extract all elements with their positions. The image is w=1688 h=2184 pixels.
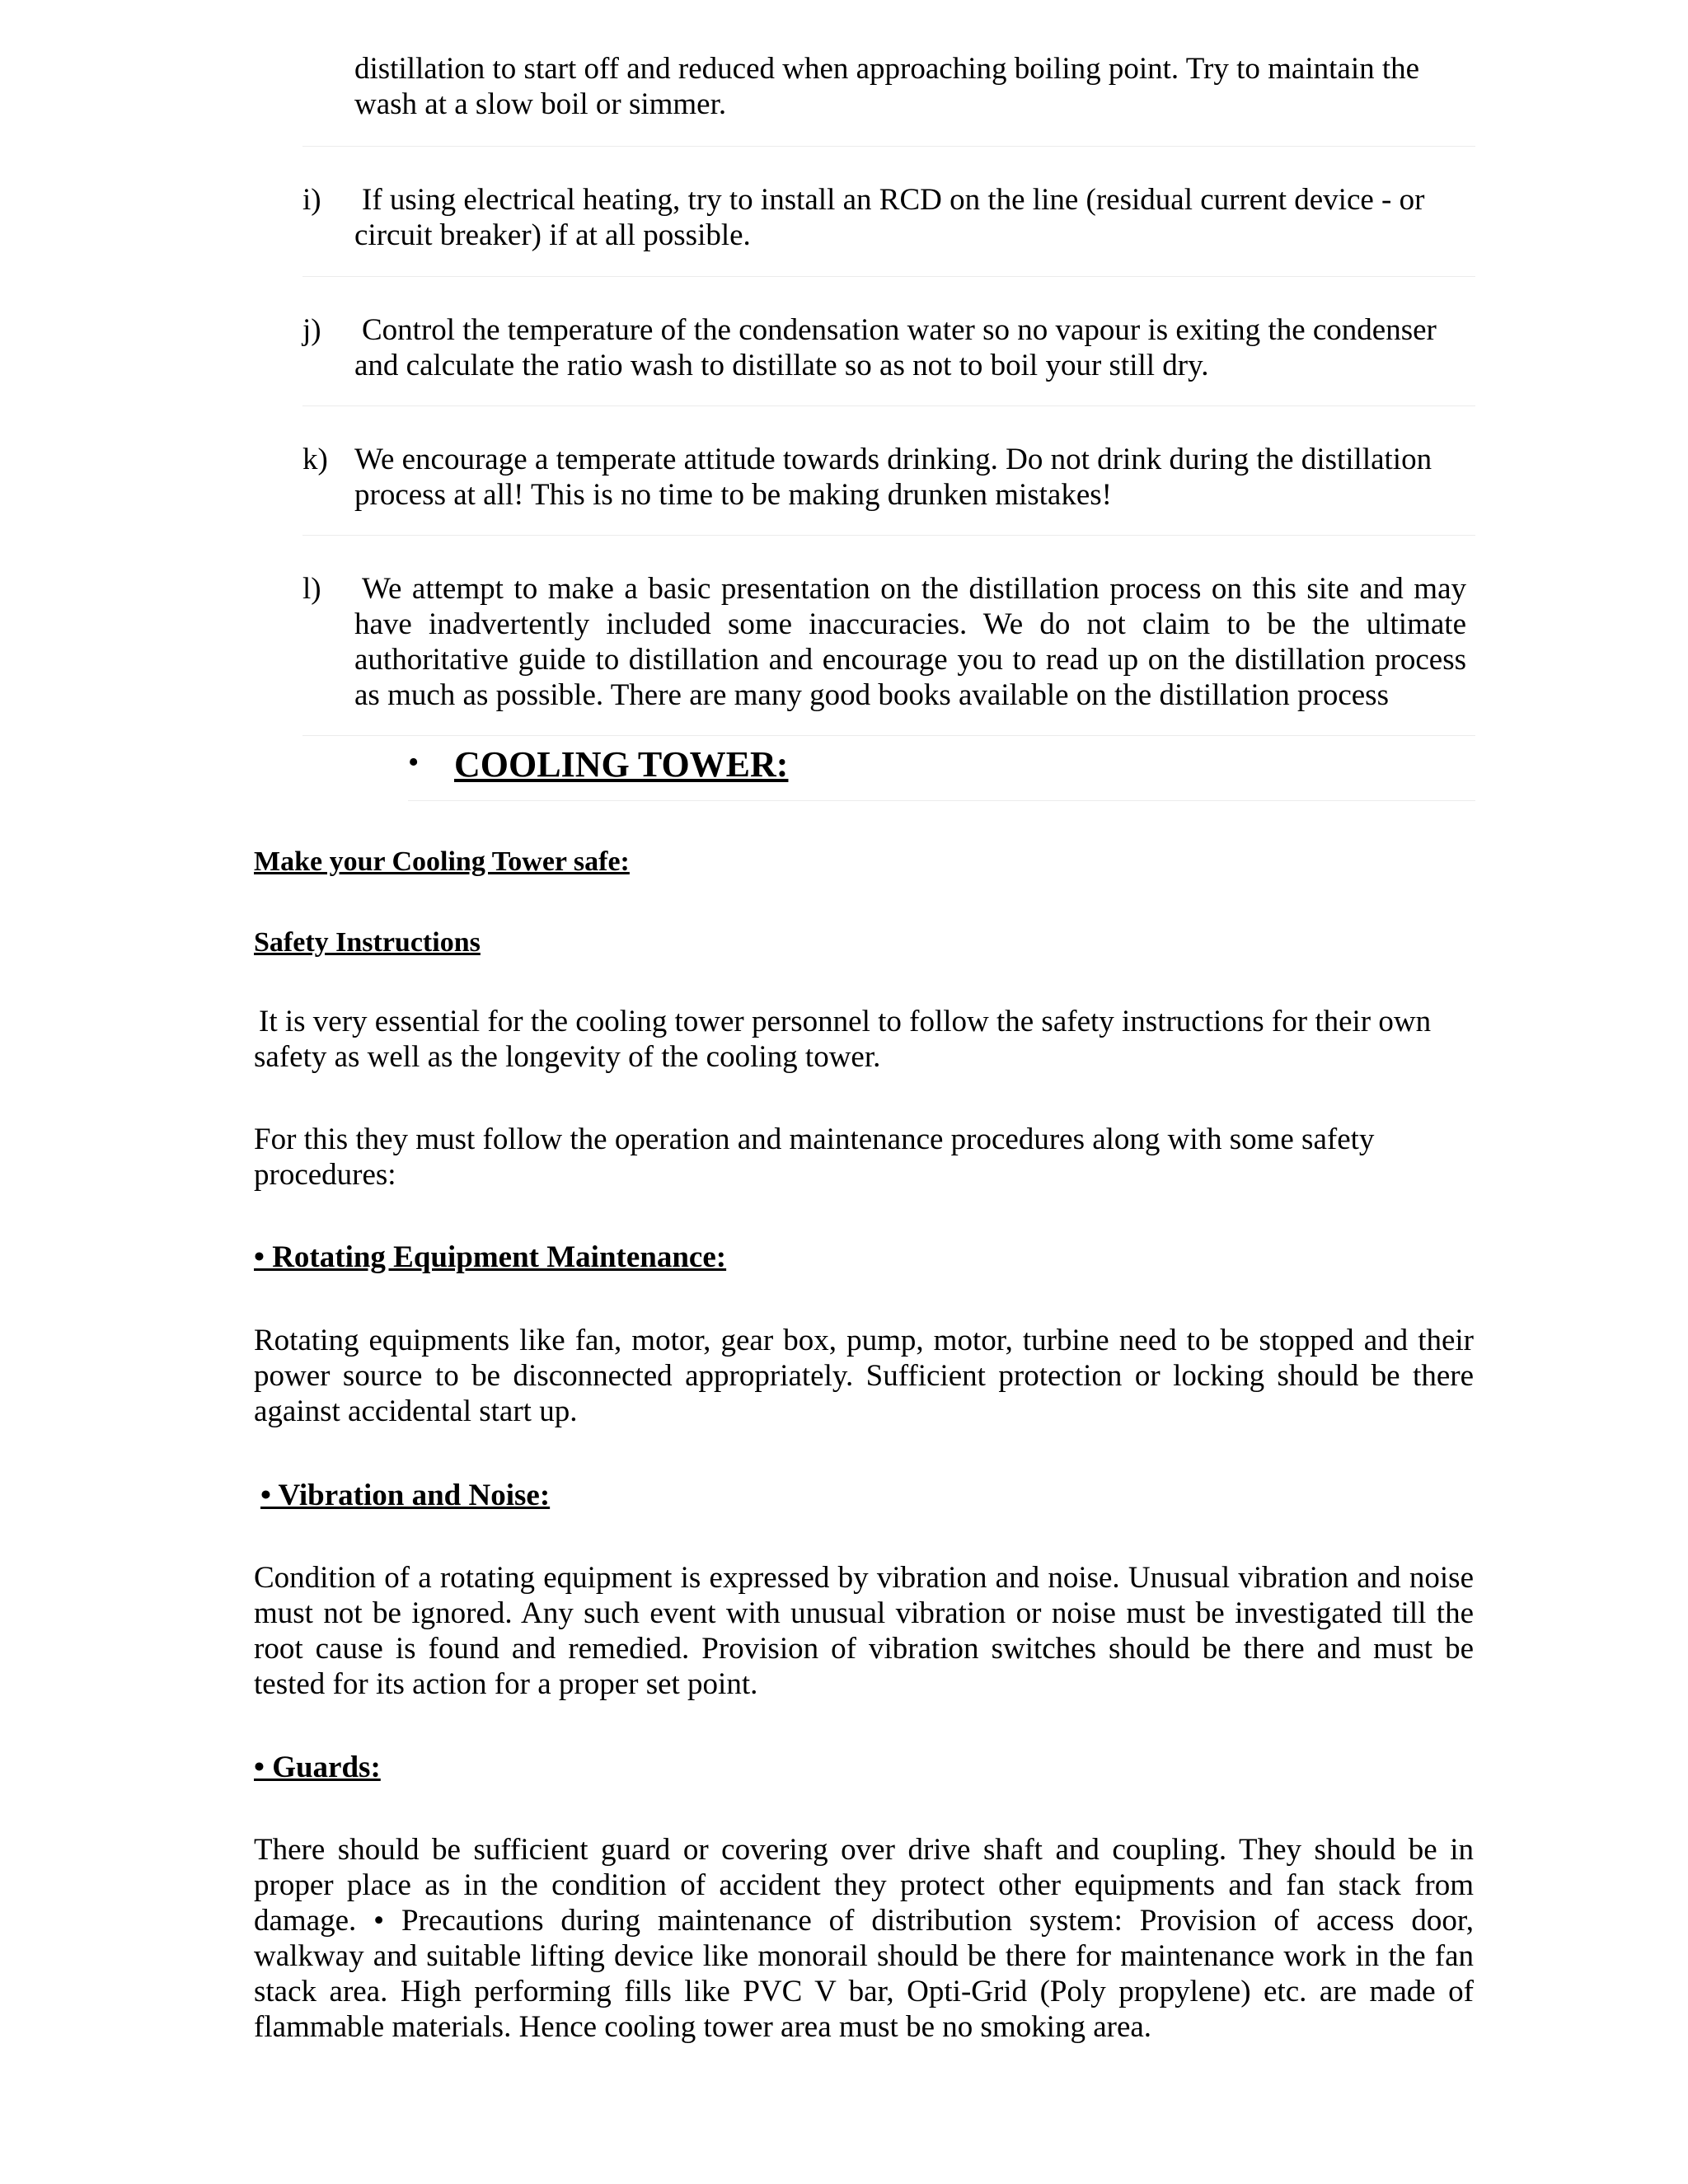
divider — [302, 405, 1475, 406]
paragraph-rotating-equipment: Rotating equipments like fan, motor, gear box, pump, motor, turbine need to be stopped and their power source to be disconnected appropriately. Sufficient protection or locking should be there against accidental start up. — [254, 1324, 1474, 1428]
list-item-h-continuation — [354, 51, 1467, 122]
list-item-label: i) — [302, 183, 321, 217]
divider — [408, 800, 1475, 801]
paragraph-guards: There should be sufficient guard or covering over drive shaft and coupling. They should be in proper place as in the condition of accident they protect other equipments and fan stack from damage. • Precautions during maintenance of distribution system: Provision of access door, walkway and suitable lifting device like monorail should be there for maintenance work in the fan stack area. High performing fills like PVC V bar, Opti-Grid (Poly propylene) etc. are made of flammable materials. Hence cooling tower area must be no smoking area. — [254, 1833, 1474, 2044]
heading-vibration-noise: • Vibration and Noise: — [260, 1479, 551, 1512]
heading-rotating-equipment: • Rotating Equipment Maintenance: — [254, 1240, 727, 1274]
paragraph-intro: It is very essential for the cooling tower personnel to follow the safety instructions for their own safety as well as the longevity of the cooling tower. — [254, 1005, 1432, 1074]
section-title: COOLING TOWER: — [454, 744, 789, 785]
list-item-text: We encourage a temperate attitude towards drinking. Do not drink during the distillation process at all! This is no time to be making drunken mistakes! — [354, 443, 1432, 512]
list-item-text: Control the temperature of the condensation water so no vapour is exiting the condenser and calculate the ratio wash to distillate so as not to boil your still dry. — [354, 313, 1437, 382]
heading-guards: • Guards: — [254, 1750, 381, 1784]
subheading-make-safe: Make your Cooling Tower safe: — [254, 846, 630, 877]
divider — [302, 146, 1475, 147]
list-item-label: k) — [302, 443, 328, 476]
divider — [302, 735, 1475, 736]
list-item-text: distillation to start off and reduced when approaching boiling point. Try to maintain the wash at a slow boil or simmer. — [354, 52, 1420, 121]
list-item-text: If using electrical heating, try to install an RCD on the line (residual current device - or circuit breaker) if at all possible. — [354, 183, 1425, 252]
list-item-label: l) — [302, 572, 321, 606]
divider — [302, 276, 1475, 277]
cooling-tower-heading — [408, 738, 1471, 796]
list-item-text: We attempt to make a basic presentation on the distillation process on this site and may have inadvertently included some inaccuracies. We do not claim to be the ultimate authoritative guide to distillation and encourage you to read up on the distillation process as much as possible. There are many good books available on the distillation process — [354, 572, 1466, 712]
paragraph-procedures: For this they must follow the operation and maintenance procedures along with some safety procedures: — [254, 1122, 1375, 1192]
subheading-safety-instructions: Safety Instructions — [254, 927, 481, 958]
list-item-label: j) — [302, 313, 321, 347]
bullet-icon: • — [408, 745, 420, 780]
paragraph-vibration-noise: Condition of a rotating equipment is expressed by vibration and noise. Unusual vibration and noise must not be ignored. Any such event with unusual vibration or noise must be investigated till the root cause is found and remedied. Provision of vibration switches should be there and must be tested for its action for a proper set point. — [254, 1561, 1474, 1701]
divider — [302, 535, 1475, 536]
